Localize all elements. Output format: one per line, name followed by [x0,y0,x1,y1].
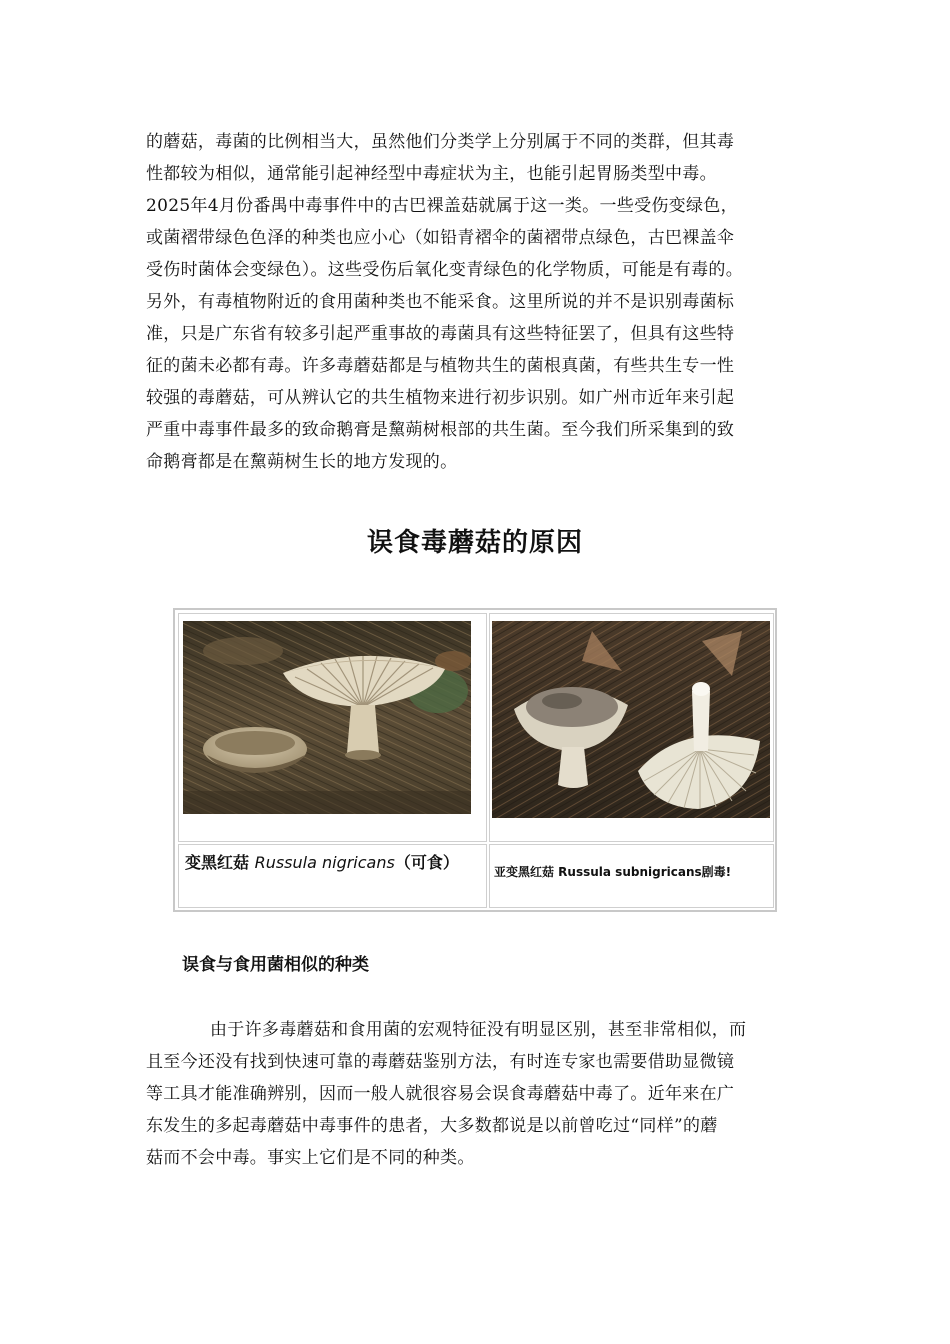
paragraph-line: 命鹅膏都是在黧蒴树生长的地方发现的。 [146,452,458,472]
intro-paragraph [146,126,811,478]
paragraph-line: 东发生的多起毒蘑菇中毒事件的患者，大多数都说是以前曾吃过“同样”的蘑 [146,1116,718,1136]
left-caption-suffix: （可食） [394,853,459,872]
section-heading: 误食毒蘑菇的原因 [366,528,583,558]
paragraph-line: 或菌褶带绿色色泽的种类也应小心（如铅青褶伞的菌褶带点绿色，古巴裸盖伞 [146,228,735,248]
photo-russula-nigricans [183,621,471,814]
left-image-cell [178,613,487,842]
paragraph-line: 由于许多毒蘑菇和食用菌的宏观特征没有明显区别，甚至非常相似，而 [210,1020,747,1040]
left-caption-latin: Russula nigricans [254,853,395,872]
paragraph-line: 且至今还没有找到快速可靠的毒蘑菇鉴别方法，有时连专家也需要借助显微镜 [146,1052,735,1072]
paragraph-line: 性都较为相似，通常能引起神经型中毒症状为主，也能引起胃肠类型中毒。 [146,164,717,184]
paragraph-line: 较强的毒蘑菇，可从辨认它的共生植物来进行初步识别。如广州市近年来引起 [146,388,735,408]
paragraph-line: 严重中毒事件最多的致命鹅膏是黧蒴树根部的共生菌。至今我们所采集到的致 [146,420,735,440]
paragraph-line: 受伤时菌体会变绿色）。这些受伤后氧化变青绿色的化学物质，可能是有毒的。 [146,260,743,280]
paragraph-line: 2025年4月份番禺中毒事件中的古巴裸盖菇就属于这一类。一些受伤变绿色， [146,196,738,216]
photo-russula-subnigricans [492,621,770,818]
body-paragraph [146,1014,811,1174]
paragraph-line: 等工具才能准确辨别，因而一般人就很容易会误食毒蘑菇中毒了。近年来在广 [146,1084,735,1104]
subheading: 误食与食用菌相似的种类 [182,955,369,975]
paragraph-line: 准，只是广东省有较多引起严重事故的毒菌具有这些特征罢了，但具有这些特 [146,324,735,344]
left-caption-chinese: 变黑红菇 [185,853,255,872]
paragraph-line: 征的菌未必都有毒。许多毒蘑菇都是与植物共生的菌根真菌，有些共生专一性 [146,356,735,376]
right-image-cell [489,613,774,842]
left-caption-cell [178,844,487,908]
paragraph-line: 另外，有毒植物附近的食用菌种类也不能采食。这里所说的并不是识别毒菌标 [146,292,735,312]
paragraph-line: 的蘑菇，毒菌的比例相当大，虽然他们分类学上分别属于不同的类群，但其毒 [146,132,735,152]
paragraph-line: 菇而不会中毒。事实上它们是不同的种类。 [146,1148,475,1168]
mushroom-figure-table [173,608,777,912]
right-caption-cell [489,844,774,908]
right-caption: 亚变黑红菇 Russula subnigricans剧毒! [494,865,732,879]
left-caption [185,853,480,873]
